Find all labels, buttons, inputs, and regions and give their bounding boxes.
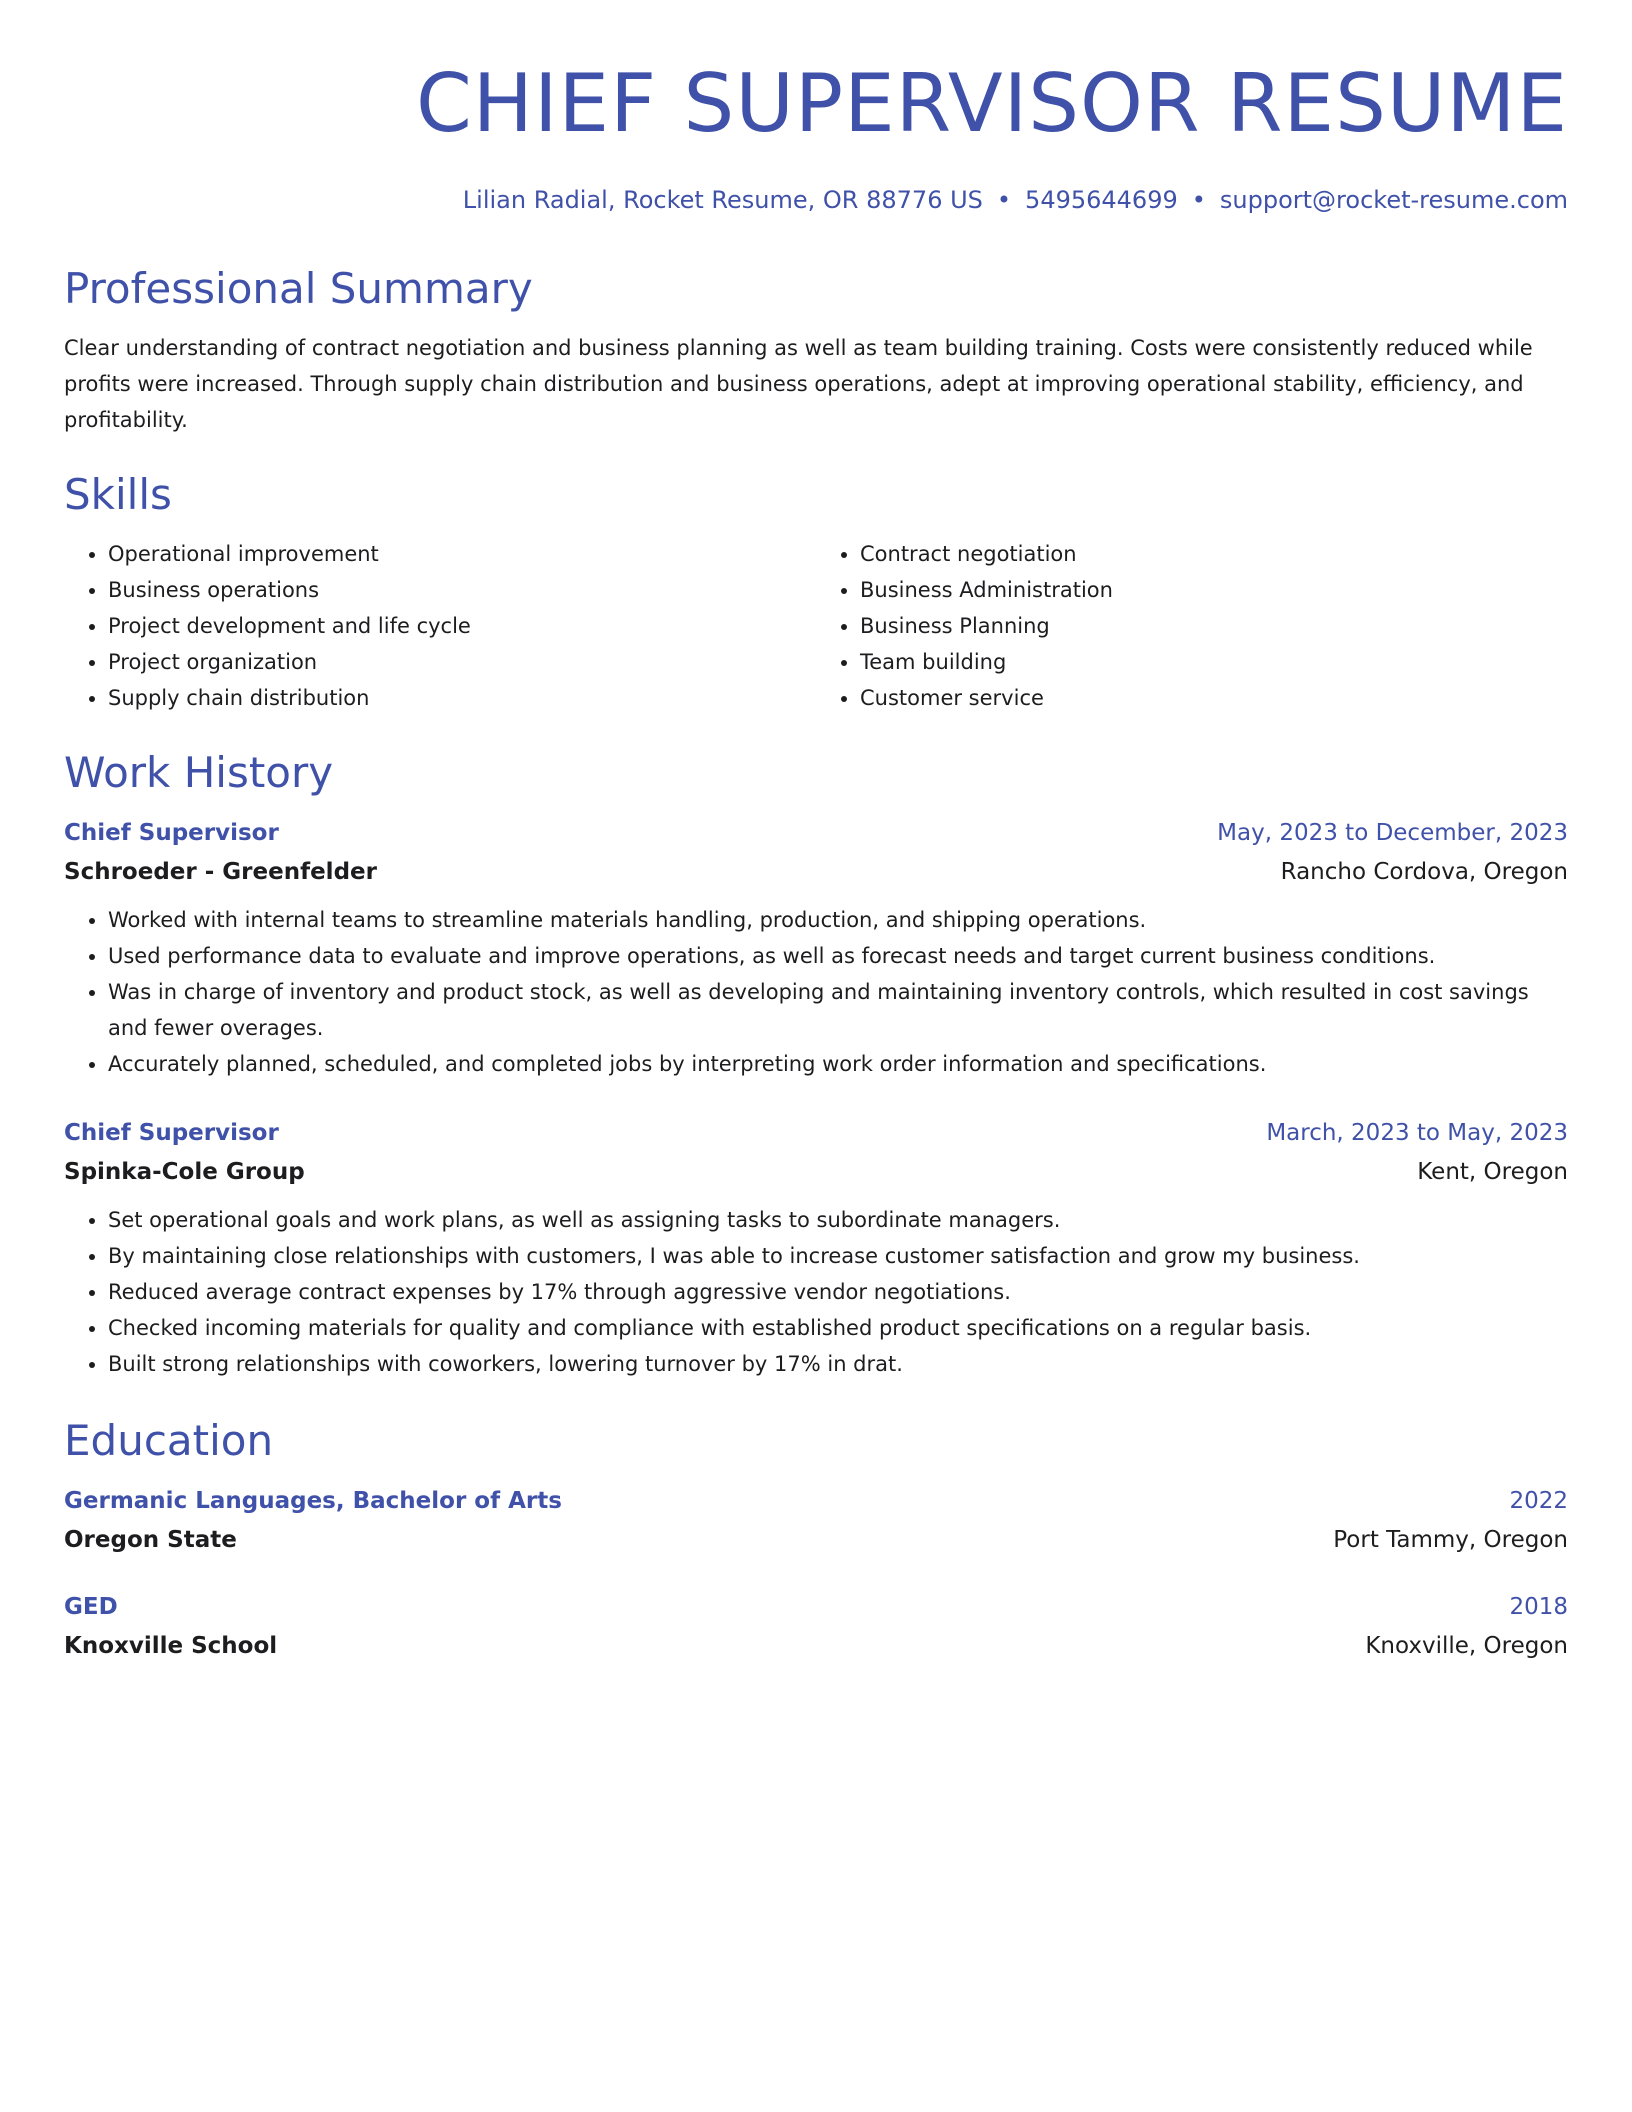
- education-degree: GED: [64, 1594, 118, 1620]
- job-dates: May, 2023 to December, 2023: [1217, 820, 1568, 846]
- job-bullet: • Set operational goals and work plans, as well as assigning tasks to subordinate managers.: [108, 1202, 1568, 1238]
- education-degree-row: [64, 1482, 1568, 1520]
- skill-item: • Business operations: [108, 572, 816, 608]
- education-degree-row: [64, 1588, 1568, 1626]
- summary-section: [64, 262, 1568, 438]
- job-location: Rancho Cordova, Oregon: [1280, 859, 1568, 885]
- job-company-row: [64, 1152, 1568, 1192]
- education-section: [64, 1414, 1568, 1666]
- resume-title: CHIEF SUPERVISOR RESUME: [415, 57, 1568, 150]
- education-entry: [64, 1482, 1568, 1560]
- job-bullet: • Worked with internal teams to streamline materials handling, production, and shipping operations.: [108, 902, 1568, 938]
- job-role: Chief Supervisor: [64, 1120, 279, 1146]
- skill-item: • Operational improvement: [108, 536, 816, 572]
- skill-item: • Project organization: [108, 644, 816, 680]
- job-bullet: • Built strong relationships with coworkers, lowering turnover by 17% in drat.: [108, 1346, 1568, 1382]
- job-entry: [64, 814, 1568, 1082]
- job-company: Schroeder - Greenfelder: [64, 859, 377, 885]
- education-degree: Germanic Languages, Bachelor of Arts: [64, 1488, 562, 1514]
- job-bullet: • Was in charge of inventory and product stock, as well as developing and maintaining inventory controls, which resulted in cost savings and fewer overages.: [108, 974, 1568, 1046]
- job-title-row: [64, 1114, 1568, 1152]
- skill-item: • Supply chain distribution: [108, 680, 816, 716]
- education-school-row: [64, 1626, 1568, 1666]
- contact-line: [64, 184, 1568, 216]
- education-entry: [64, 1588, 1568, 1666]
- summary-heading: Professional Summary: [64, 264, 533, 313]
- skills-grid: [64, 536, 1568, 716]
- job-title-row: [64, 814, 1568, 852]
- skill-item: • Business Administration: [860, 572, 1568, 608]
- job-company-row: [64, 852, 1568, 892]
- skill-item: • Project development and life cycle: [108, 608, 816, 644]
- skills-heading: Skills: [64, 470, 172, 519]
- education-school: Knoxville School: [64, 1633, 278, 1659]
- education-school-row: [64, 1520, 1568, 1560]
- skill-item: • Business Planning: [860, 608, 1568, 644]
- contact-email: support@rocket-resume.com: [1219, 186, 1568, 214]
- skill-item: • Team building: [860, 644, 1568, 680]
- job-bullet: • By maintaining close relationships with customers, I was able to increase customer satisfaction and grow my business.: [108, 1238, 1568, 1274]
- contact-phone: 5495644699: [1025, 186, 1178, 214]
- work-heading: Work History: [64, 748, 334, 797]
- education-school: Oregon State: [64, 1527, 237, 1553]
- education-heading: Education: [64, 1416, 274, 1465]
- job-location: Kent, Oregon: [1417, 1159, 1568, 1185]
- skills-right-list: [816, 536, 1568, 716]
- education-location: Port Tammy, Oregon: [1333, 1527, 1568, 1553]
- education-year: 2018: [1509, 1594, 1568, 1620]
- job-bullet: • Used performance data to evaluate and improve operations, as well as forecast needs and target current business conditions.: [108, 938, 1568, 974]
- skill-item: • Customer service: [860, 680, 1568, 716]
- contact-separator: •: [996, 186, 1012, 214]
- job-bullets: [64, 1202, 1568, 1382]
- job-company: Spinka-Cole Group: [64, 1159, 305, 1185]
- resume-header: [64, 56, 1568, 216]
- education-year: 2022: [1509, 1488, 1568, 1514]
- job-bullet: • Reduced average contract expenses by 17% through aggressive vendor negotiations.: [108, 1274, 1568, 1310]
- work-section: [64, 746, 1568, 1382]
- job-bullet: • Accurately planned, scheduled, and completed jobs by interpreting work order information and specifications.: [108, 1046, 1568, 1082]
- contact-separator: •: [1191, 186, 1206, 214]
- job-role: Chief Supervisor: [64, 820, 279, 846]
- contact-address: Lilian Radial, Rocket Resume, OR 88776 US: [462, 186, 983, 214]
- job-entry: [64, 1114, 1568, 1382]
- summary-text: Clear understanding of contract negotiation and business planning as well as team building training. Costs were consistently reduced while profits were increased. Through supply chain distribution and business operations, adept at improving operational stability, efficiency, and profitability.: [64, 336, 1533, 432]
- job-dates: March, 2023 to May, 2023: [1266, 1120, 1568, 1146]
- skills-section: [64, 468, 1568, 716]
- education-location: Knoxville, Oregon: [1365, 1633, 1568, 1659]
- skills-left-list: [64, 536, 816, 716]
- skill-item: • Contract negotiation: [860, 536, 1568, 572]
- job-bullets: [64, 902, 1568, 1082]
- job-bullet: • Checked incoming materials for quality and compliance with established product specifications on a regular basis.: [108, 1310, 1568, 1346]
